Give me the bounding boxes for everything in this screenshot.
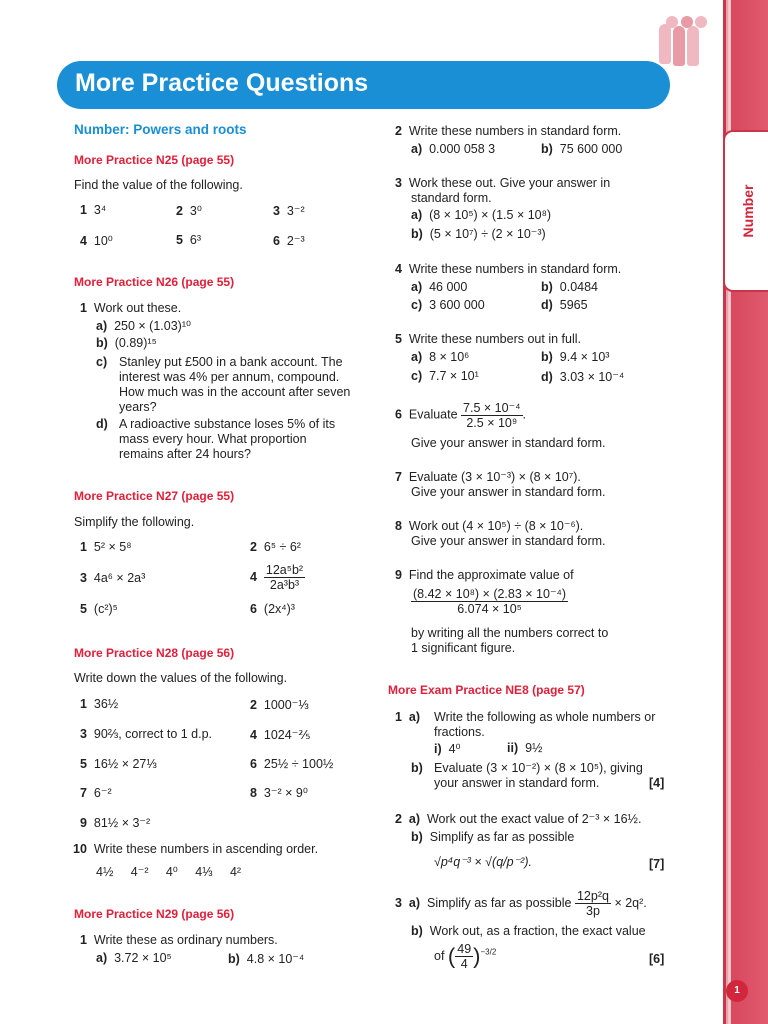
- n28-item-6-text: 25½ ÷ 100½: [263, 757, 334, 771]
- numerator: 12a⁵b²: [265, 563, 304, 577]
- q2-a: a) 0.000 058 3: [411, 142, 496, 156]
- n27-item-3-text: 4a⁶ × 2a³: [93, 571, 146, 585]
- ne8-q2: 2 a) Work out the exact value of 2⁻³ × 16½.: [395, 812, 642, 826]
- q4-d: d) 5965: [541, 298, 588, 312]
- ne8-q3-tail: × 2q².: [614, 895, 647, 910]
- n25-item-4: 4 10⁰: [80, 234, 113, 248]
- q5-c-text: 7.7 × 10¹: [429, 369, 479, 383]
- n26-c-text: [119, 355, 350, 415]
- ne8-q3b-of: of: [434, 948, 445, 963]
- n26-c: c): [96, 355, 108, 369]
- ne8-q2b-text: Simplify as far as possible: [429, 830, 575, 844]
- n27-heading: More Practice N27 (page 55): [74, 489, 235, 503]
- denominator: 4: [460, 957, 468, 971]
- ne8-q3b-text: Work out, as a fraction, the exact value: [429, 924, 646, 938]
- q9-sub-line: 1 significant figure.: [411, 641, 516, 655]
- ne8-q1b: b): [411, 761, 423, 775]
- q3-line: standard form.: [411, 191, 492, 205]
- n26-a: a) 250 × (1.03)¹⁰: [96, 319, 192, 333]
- numerator: (8.42 × 10⁸) × (2.83 × 10⁻⁴): [413, 587, 567, 601]
- n26-q1-text: Work out these.: [93, 301, 182, 315]
- n26-heading: More Practice N26 (page 55): [74, 275, 235, 289]
- n28-item-4: 4 1024⁻⅖: [250, 728, 311, 742]
- q4-a: a) 46 000: [411, 280, 468, 294]
- q5-b: b) 9.4 × 10³: [541, 350, 610, 364]
- section-tab: [723, 130, 768, 292]
- page-number: 1: [726, 980, 748, 1002]
- q4-b-text: 0.0484: [559, 280, 598, 294]
- q2: 2 Write these numbers in standard form.: [395, 124, 622, 138]
- q2-b: b) 75 600 000: [541, 142, 623, 156]
- n27-item-6-text: (2x⁴)³: [263, 602, 295, 616]
- n28-item-2-text: 1000⁻⅓: [263, 698, 309, 712]
- n28-item-3-text: 90⅔, correct to 1 d.p.: [93, 727, 213, 741]
- n28-item-8-text: 3⁻² × 9⁰: [263, 786, 308, 800]
- q9-text: Find the approximate value of: [408, 568, 574, 582]
- n28-intro: Write down the values of the following.: [74, 671, 288, 685]
- n29-b: b) 4.8 × 10⁻⁴: [228, 952, 305, 966]
- n28-item-7-text: 6⁻²: [93, 786, 112, 800]
- n28-item-9: 9 81½ × 3⁻²: [80, 816, 151, 830]
- n25-item-2-text: 3⁰: [189, 204, 202, 218]
- n27-item-5-text: (c²)⁵: [93, 602, 118, 616]
- ne8-q3-marks: [6]: [649, 952, 665, 966]
- ne8-q2b: b) Simplify as far as possible: [411, 830, 575, 844]
- ne8-q3-fraction: [575, 889, 611, 918]
- q4-c: c) 3 600 000: [411, 298, 485, 312]
- q7-sub: Give your answer in standard form.: [411, 485, 606, 499]
- q6-text: Evaluate: [408, 407, 458, 422]
- n28-item-8: 8 3⁻² × 9⁰: [250, 786, 308, 800]
- ne8-q2-expression: √p⁴q⁻³ × √(q/p⁻²).: [434, 855, 532, 869]
- n27-item-2: 2 6⁵ ÷ 6²: [250, 540, 301, 554]
- q3-a-text: (8 × 10⁵) × (1.5 × 10⁸): [429, 208, 552, 222]
- q2-b-text: 75 600 000: [559, 142, 623, 156]
- q9-sub: [411, 626, 608, 656]
- n28-item-4-text: 1024⁻⅖: [263, 728, 311, 742]
- order-value: 4⅓: [195, 865, 213, 879]
- ne8-q3b-fraction: [455, 942, 473, 971]
- q4-text: Write these numbers in standard form.: [408, 262, 622, 276]
- denominator: 2.5 × 10⁹: [466, 416, 518, 430]
- n29-q1: 1 Write these as ordinary numbers.: [80, 933, 278, 947]
- ne8-q1a-i-text: 4⁰: [448, 742, 461, 756]
- n25-item-2: 2 3⁰: [176, 204, 202, 218]
- ne8-q1b-line: Evaluate (3 × 10⁻²) × (8 × 10⁵), giving: [434, 761, 643, 775]
- q9: 9 Find the approximate value of: [395, 568, 574, 582]
- q3-line: Work these out. Give your answer in: [408, 176, 611, 190]
- q5-c: c) 7.7 × 10¹: [411, 369, 479, 383]
- n25-item-5-text: 6³: [189, 233, 202, 247]
- ne8-q1a-line: Write the following as whole numbers or: [434, 710, 656, 724]
- q5-a-text: 8 × 10⁶: [429, 350, 470, 364]
- q4-b: b) 0.0484: [541, 280, 598, 294]
- n27-intro: Simplify the following.: [74, 515, 195, 529]
- n26-c-line: How much was in the account after seven: [119, 385, 351, 399]
- n28-item-1-text: 36½: [93, 697, 119, 711]
- q7-text: Evaluate (3 × 10⁻³) × (8 × 10⁷).: [408, 470, 581, 484]
- ne8-q1a-line: fractions.: [434, 725, 485, 739]
- order-value: 4⁰: [165, 865, 178, 879]
- section-tab-label: Number: [739, 184, 756, 238]
- order-value: 4½: [96, 865, 114, 879]
- q4-c-text: 3 600 000: [429, 298, 485, 312]
- n29-a-text: 3.72 × 10⁵: [114, 951, 172, 965]
- section-heading: Number: Powers and roots: [74, 122, 247, 137]
- q3-b: b) (5 × 10⁷) ÷ (2 × 10⁻³): [411, 227, 546, 241]
- ne8-heading: More Exam Practice NE8 (page 57): [388, 683, 585, 697]
- n28-item-5-text: 16½ × 27⅓: [93, 757, 157, 771]
- n25-item-6: 6 2⁻³: [273, 234, 305, 248]
- ne8-q1b-text: [434, 761, 643, 791]
- ne8-q1a-ii-text: 9½: [525, 741, 543, 755]
- n26-d-line: mass every hour. What proportion: [119, 432, 307, 446]
- q6: 6 Evaluate $\frac{\text{7.5 × 10⁻⁴}}{\text{2.5 × 10⁹}}$ .: [395, 401, 527, 430]
- q2-text: Write these numbers in standard form.: [408, 124, 622, 138]
- n26-d-text: [119, 417, 335, 462]
- denominator: 6.074 × 10⁵: [457, 602, 522, 616]
- n26-c-line: years?: [119, 400, 157, 414]
- n27-item-4: 4 $\frac{\text{12a⁵b²}}{\text{2a³b³}}$: [250, 563, 304, 592]
- n28-item-2: 2 1000⁻⅓: [250, 698, 309, 712]
- n27-item-3: 3 4a⁶ × 2a³: [80, 571, 146, 585]
- n28-heading: More Practice N28 (page 56): [74, 646, 235, 660]
- ne8-q1: 1 a): [395, 710, 421, 724]
- q8-text: Work out (4 × 10⁵) ÷ (8 × 10⁻⁶).: [408, 519, 584, 533]
- q9-sub-line: by writing all the numbers correct to: [411, 626, 609, 640]
- n28-item-9-text: 81½ × 3⁻²: [93, 816, 151, 830]
- q4-a-text: 46 000: [429, 280, 468, 294]
- ne8-q1a-text: [434, 710, 655, 740]
- n27-item-5: 5 (c²)⁵: [80, 602, 118, 616]
- n26-q1: 1 Work out these.: [80, 301, 182, 315]
- q6-sub: Give your answer in standard form.: [411, 436, 606, 450]
- n28-item-1: 1 36½: [80, 697, 119, 711]
- n27-item-2-text: 6⁵ ÷ 6²: [263, 540, 301, 554]
- q5-a: a) 8 × 10⁶: [411, 350, 470, 364]
- order-value: 4²: [229, 865, 242, 879]
- q8: 8 Work out (4 × 10⁵) ÷ (8 × 10⁻⁶).: [395, 519, 584, 533]
- n27-item-4-fraction: [264, 563, 305, 592]
- n28-item-10: 10 Write these numbers in ascending order.: [73, 842, 319, 856]
- numerator: 7.5 × 10⁻⁴: [463, 401, 521, 415]
- q5-d: d) 3.03 × 10⁻⁴: [541, 370, 625, 384]
- n28-item-3: 3 90⅔, correct to 1 d.p.: [80, 727, 213, 741]
- page-title: More Practice Questions: [75, 69, 369, 97]
- ne8-q2-marks: [7]: [649, 857, 665, 871]
- q4-d-text: 5965: [559, 298, 588, 312]
- q9-fraction: [411, 586, 568, 616]
- n27-item-1: 1 5² × 5⁸: [80, 540, 132, 554]
- n29-q1-text: Write these as ordinary numbers.: [93, 933, 278, 947]
- n25-item-3: 3 3⁻²: [273, 204, 305, 218]
- n25-item-5: 5 6³: [176, 233, 202, 247]
- n28-item-5: 5 16½ × 27⅓: [80, 757, 157, 771]
- n27-item-1-text: 5² × 5⁸: [93, 540, 132, 554]
- n26-b: b) (0.89)¹⁵: [96, 336, 157, 350]
- n28-item-6: 6 25½ ÷ 100½: [250, 757, 334, 771]
- denominator: 3p: [586, 904, 600, 918]
- q9-fraction-body: [411, 586, 568, 616]
- n25-item-6-text: 2⁻³: [286, 234, 305, 248]
- q5-b-text: 9.4 × 10³: [559, 350, 610, 364]
- q7: 7 Evaluate (3 × 10⁻³) × (8 × 10⁷).: [395, 470, 581, 484]
- q6-fraction: [461, 400, 523, 430]
- n27-item-6: 6 (2x⁴)³: [250, 602, 295, 616]
- ne8-q2a-text: Work out the exact value of 2⁻³ × 16½.: [426, 812, 642, 826]
- n25-item-1-text: 3⁴: [93, 203, 107, 217]
- n29-heading: More Practice N29 (page 56): [74, 907, 235, 921]
- denominator: 2a³b³: [269, 578, 300, 592]
- n25-item-3-text: 3⁻²: [286, 204, 305, 218]
- n25-item-1: 1 3⁴: [80, 203, 107, 217]
- n26-d-line: remains after 24 hours?: [119, 447, 252, 461]
- ne8-q3b-expression: of ( $\frac{49}{4}$ )$^{-3/2}$: [434, 942, 497, 971]
- n26-b-text: (0.89)¹⁵: [114, 336, 157, 350]
- n26-a-text: 250 × (1.03)¹⁰: [114, 319, 192, 333]
- ne8-q3a-text: Simplify as far as possible: [426, 895, 572, 910]
- n25-item-4-text: 10⁰: [93, 234, 113, 248]
- ne8-q1a-ii: ii) 9½: [507, 741, 543, 755]
- q5: 5 Write these numbers out in full.: [395, 332, 581, 346]
- n26-c-line: Stanley put £500 in a bank account. The: [119, 355, 343, 369]
- ne8-q3b-exponent: −3/2: [480, 947, 497, 957]
- q4: 4 Write these numbers in standard form.: [395, 262, 622, 276]
- q5-d-text: 3.03 × 10⁻⁴: [559, 370, 625, 384]
- n26-d: d): [96, 417, 108, 431]
- numerator: 49: [457, 942, 472, 956]
- q3-b-text: (5 × 10⁷) ÷ (2 × 10⁻³): [429, 227, 546, 241]
- n29-b-text: 4.8 × 10⁻⁴: [246, 952, 305, 966]
- n25-intro: Find the value of the following.: [74, 178, 243, 192]
- numerator: 12p²q: [576, 889, 609, 903]
- ne8-q3: 3 a) Simplify as far as possible $\frac{\text{12p²q}}{3p}$ × 2q².: [395, 889, 647, 918]
- n28-item-7: 7 6⁻²: [80, 786, 112, 800]
- title-banner: [57, 61, 670, 109]
- q2-a-text: 0.000 058 3: [429, 142, 496, 156]
- ne8-q3b: b) Work out, as a fraction, the exact value: [411, 924, 646, 938]
- n26-d-line: A radioactive substance loses 5% of its: [119, 417, 336, 431]
- n28-order-list: [96, 864, 241, 879]
- ne8-q1a-i: i) 4⁰: [434, 742, 461, 756]
- order-value: 4⁻²: [130, 865, 149, 879]
- q3: 3 Work these out. Give your answer in standard form.: [395, 176, 611, 205]
- ne8-q1-marks: [4]: [649, 776, 665, 790]
- n25-heading: More Practice N25 (page 55): [74, 153, 235, 167]
- ne8-q1b-line: your answer in standard form.: [434, 776, 600, 790]
- q3-a: a) (8 × 10⁵) × (1.5 × 10⁸): [411, 208, 552, 222]
- n29-a: a) 3.72 × 10⁵: [96, 951, 172, 965]
- n26-c-line: interest was 4% per annum, compound.: [119, 370, 340, 384]
- q5-text: Write these numbers out in full.: [408, 332, 581, 346]
- q8-sub: Give your answer in standard form.: [411, 534, 606, 548]
- n28-item-10-text: Write these numbers in ascending order.: [93, 842, 319, 856]
